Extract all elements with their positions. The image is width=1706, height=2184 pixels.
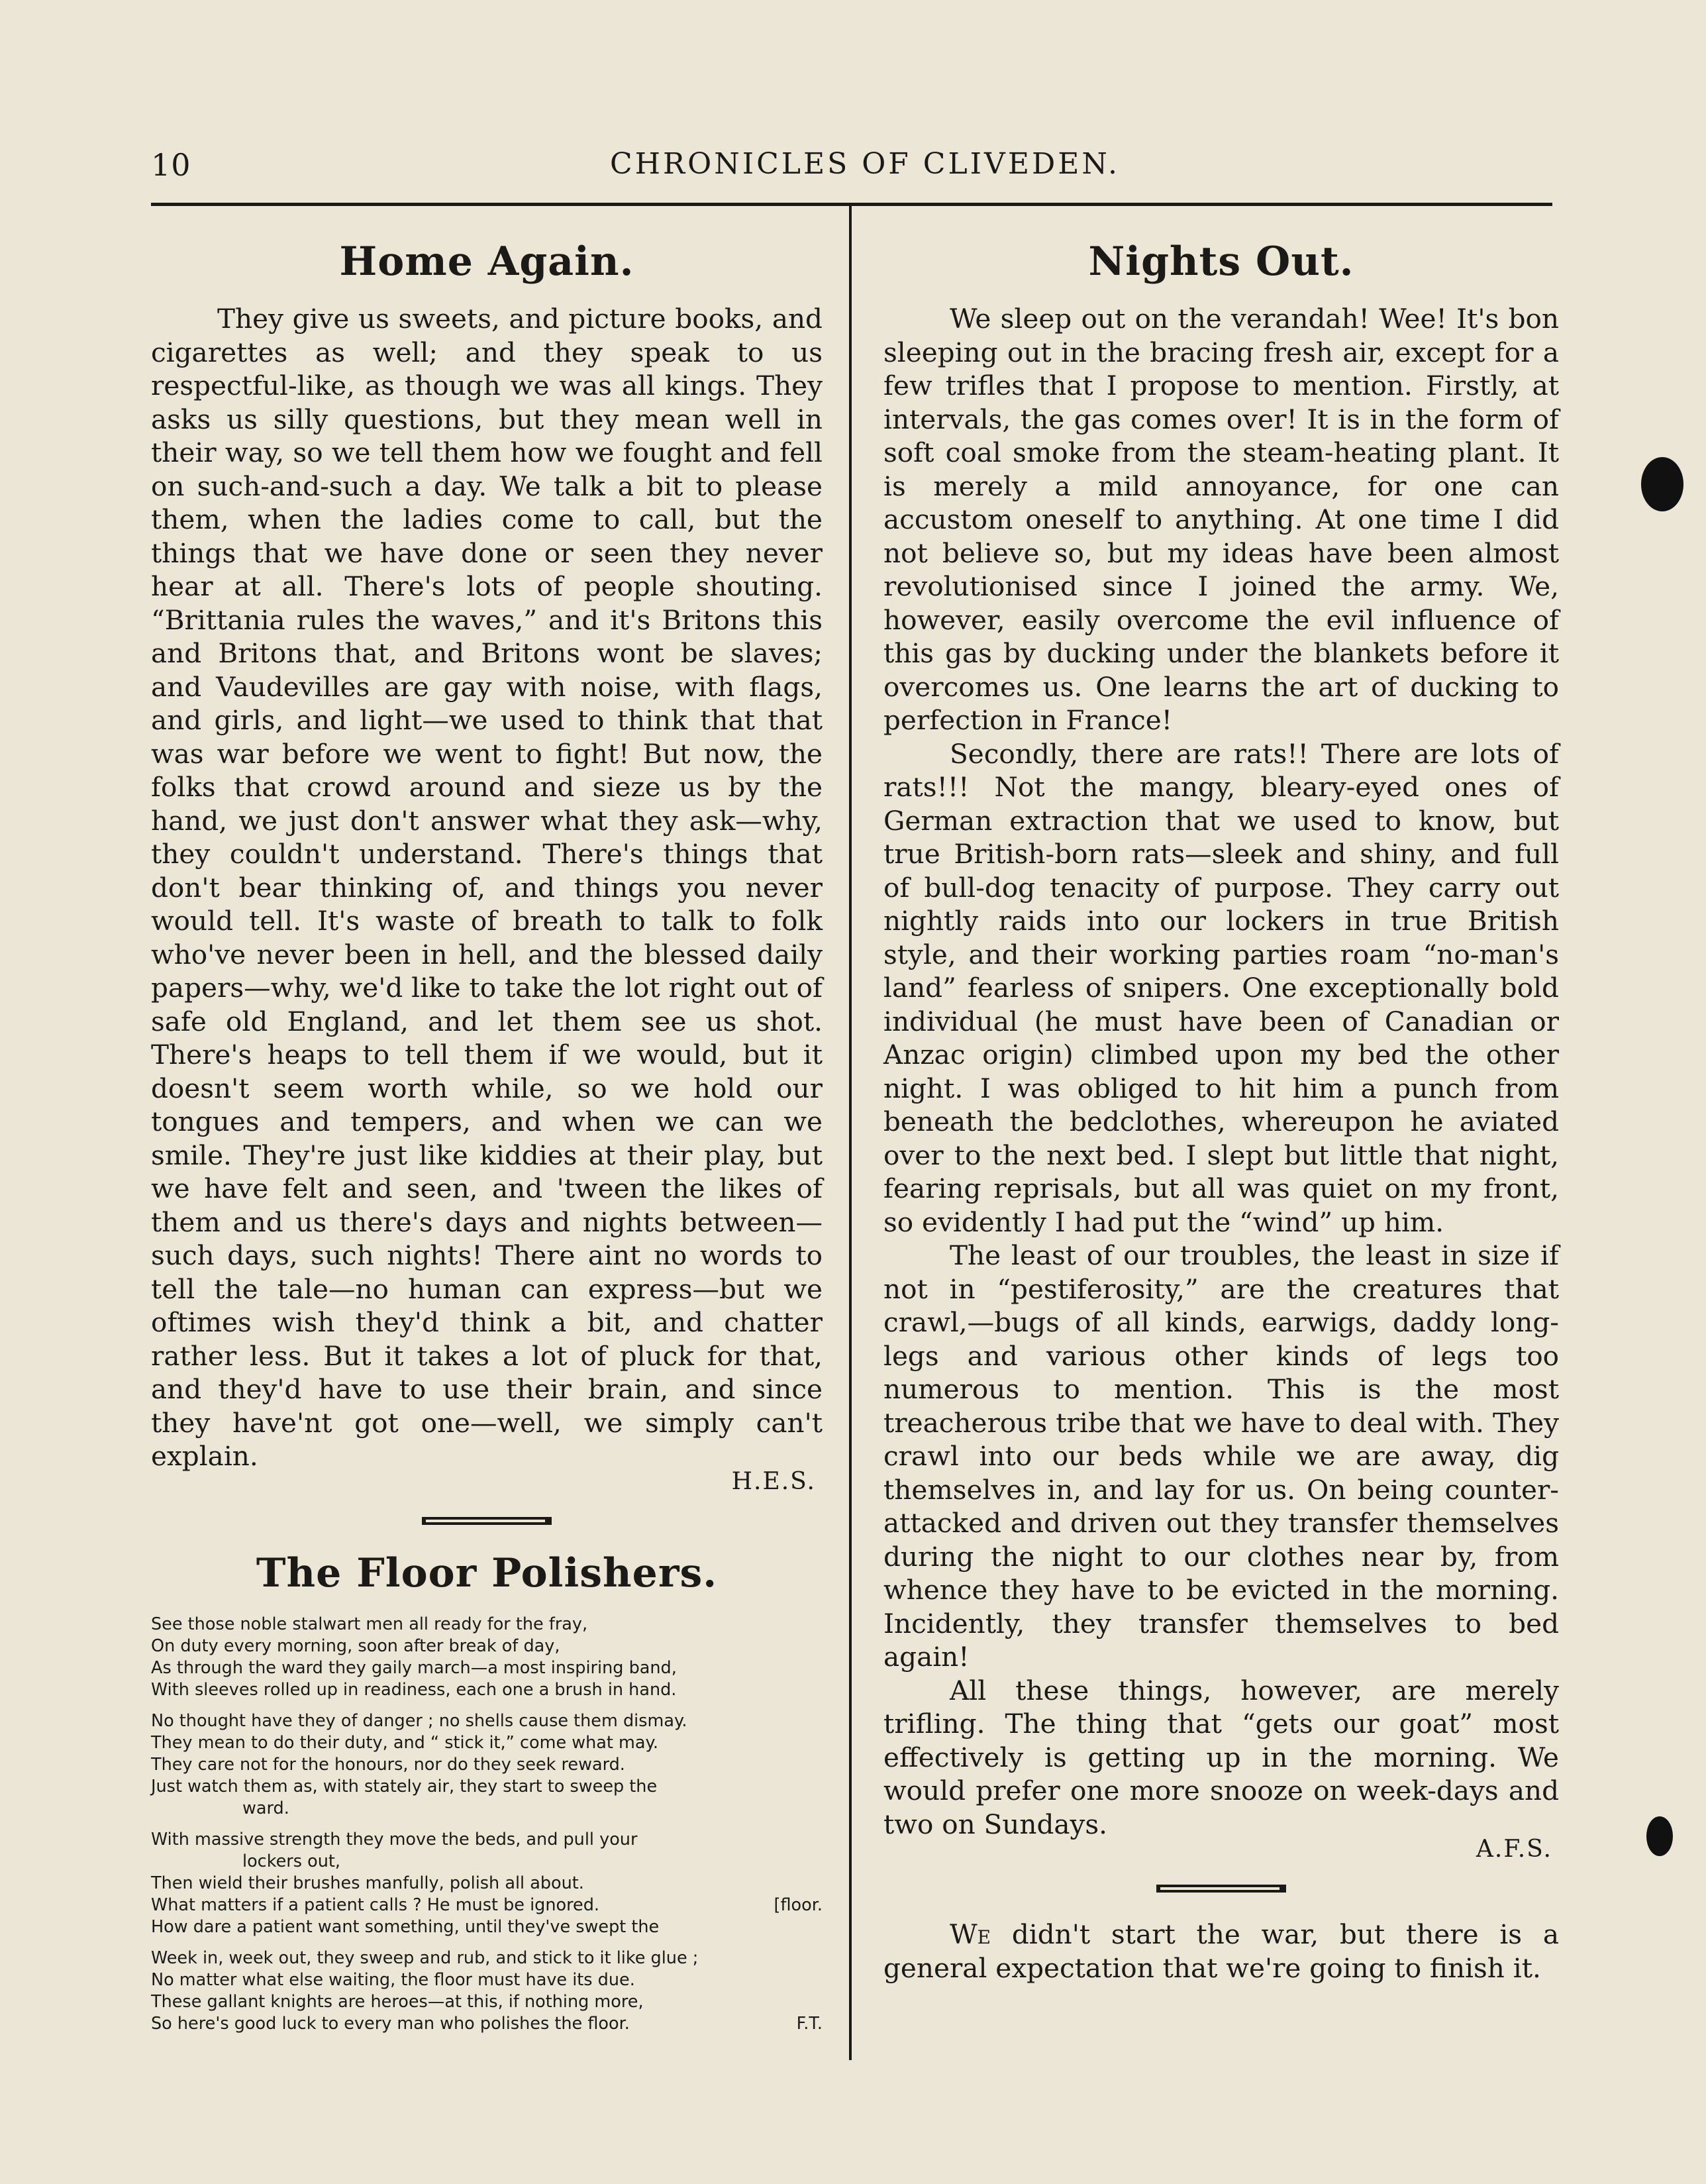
poem-line: No thought have they of danger ; no shells cause them dismay. (151, 1710, 687, 1731)
article-title-home-again: Home Again. (339, 238, 634, 285)
article-paragraph: We sleep out on the verandah! Wee! It's bon sleeping out in the bracing fresh air, except for a few trifles that I propose to mention. Firstly, at intervals, the gas comes over! It is in the form of soft coal smoke from the steam-heating plant. It is merely a mild annoyance, for one can accustom oneself to anything. At one time I did not believe so, but my ideas have been almost revolutionised since I joined the army. We, however, easily overcome the evil influence of this gas by ducking under the blankets before it overcomes us. One learns the art of ducking to perfection in France! (883, 303, 1559, 736)
article-signature: A.F.S. (1476, 1836, 1552, 1863)
poem-line-text: So here's good luck to every man who polishes the floor. (151, 2013, 630, 2034)
poem-stanza (151, 1948, 823, 2035)
divider-ornament (422, 1517, 552, 1525)
article-paragraph: They give us sweets, and picture books, and cigarettes as well; and they speak to us respectful-like, as though we was all kings. They asks us silly questions, but they mean well in their way, so we tell them how we fought and fell on such-and-such a day. We talk a bit to please them, when the ladies come to call, but the things that we have done or seen they never hear at all. There's lots of people shouting. “Brittania rules the waves,” and it's Britons this and Britons that, and Britons wont be slaves; and Vaudevilles are gay with noise, with flags, and girls, and light—we used to think that that was war before we went to fight! But now, the folks that crowd around and sieze us by the hand, we just don't answer what they ask—why, they couldn't understand. There's things that don't bear thinking of, and things you never would tell. It's waste of breath to talk to folk who've never been in hell, and the blessed daily papers—why, we'd like to take the lot right out of safe old England, and let them see us shot. There's heaps to tell them if we would, but it doesn't seem worth while, so we hold our tongues and tempers, and when we can we smile. They're just like kiddies at their play, but we have felt and seen, and 'tween the likes of them and us there's days and nights between—such days, such nights! There aint no words to tell the tale—no human can express—but we oftimes wish they'd think a bit, and chatter rather less. But it takes a lot of pluck for that, and they'd have to use their brain, and since they have'nt got one—well, we simply can't explain. (151, 303, 823, 1472)
right-column (883, 238, 1559, 1985)
poem-stanza (151, 1710, 823, 1820)
section-divider (151, 1515, 823, 1528)
poem-line: They care not for the honours, nor do they seek reward. (151, 1754, 625, 1775)
article-paragraph: Secondly, there are rats!! There are lots of rats!!! Not the mangy, bleary-eyed ones of German extraction that we used to know, but true British-born rats—sleek and shiny, and full of bull-dog tenacity of purpose. They carry out nightly raids into our lockers in true British style, and their working parties roam “no-man's land” fearless of snipers. One exceptionally bold individual (he must have been of Canadian or Anzac origin) climbed upon my bed the other night. I was obliged to hit him a punch from beneath the bedclothes, whereupon he aviated over to the next bed. I slept but little that night, fearing reprisals, but all was quiet on my front, so evidently I had put the “wind” up him. (883, 737, 1559, 1238)
poem-line: With massive strength they move the beds, and pull your (151, 1829, 638, 1849)
poem-line: With sleeves rolled up in readiness, each one a brush in hand. (151, 1679, 677, 1700)
section-divider (883, 1883, 1559, 1895)
article-paragraph: The least of our troubles, the least in size if not in “pestiferosity,” are the creatures that crawl,—bugs of all kinds, earwigs, daddy long-legs and various other kinds of legs too numerous to mention. This is the most treacherous tribe that we have to deal with. They crawl into our beds while we are away, dig themselves in, and lay for us. On being counter-attacked and driven out they transfer themselves during the night to our clothes near by, from whence they have to be evicted in the morning. Incidently, they transfer themselves to bed again! (883, 1239, 1559, 1673)
poem-line: No matter what else waiting, the floor must have its due. (151, 1969, 635, 1990)
poem-line: They mean to do their duty, and “ stick it,” come what may. (151, 1732, 659, 1753)
closing-note-text: didn't start the war, but there is a general expectation that we're going to finish it. (883, 1918, 1559, 1984)
poem-line: These gallant knights are heroes—at this, if nothing more, (151, 1991, 644, 2012)
poem-line (151, 2013, 823, 2035)
poem-line: See those noble stalwart men all ready for the fray, (151, 1614, 588, 1634)
closing-note-lead: We (950, 1918, 991, 1950)
column-divider-rule (849, 205, 852, 2060)
poem-line: Just watch them as, with stately air, they start to sweep the (151, 1776, 658, 1796)
closing-note (883, 1918, 1559, 1985)
header-rule (151, 203, 1552, 206)
poem-line (151, 1895, 823, 1916)
article-paragraph: All these things, however, are merely trifling. The thing that “gets our goat” most effectively is getting up in the morning. We would prefer one more snooze on week-days and two on Sundays. (883, 1674, 1559, 1840)
article-title-floor-polishers: The Floor Polishers. (256, 1549, 718, 1596)
poem-line-text: What matters if a patient calls ? He must be ignored. (151, 1895, 600, 1915)
article-signature: H.E.S. (731, 1467, 816, 1495)
poem-line-carryover: [floor. (774, 1895, 823, 1915)
running-head (151, 147, 1552, 193)
punch-hole (1646, 1816, 1673, 1856)
poem-line: Then wield their brushes manfully, polish all about. (151, 1873, 584, 1893)
left-column (151, 238, 823, 2044)
poem-stanza (151, 1829, 823, 1938)
poem-line: How dare a patient want something, until they've swept the (151, 1916, 660, 1937)
page-number: 10 (151, 147, 191, 183)
poem-stanza (151, 1614, 823, 1701)
divider-ornament (1156, 1885, 1286, 1893)
poem-line: On duty every morning, soon after break of day, (151, 1636, 560, 1656)
poem (151, 1614, 823, 2035)
poem-line: Week in, week out, they sweep and rub, and stick to it like glue ; (151, 1948, 699, 1968)
poem-line: lockers out, (242, 1851, 340, 1871)
article-title-nights-out: Nights Out. (1088, 238, 1354, 285)
poem-line: As through the ward they gaily march—a most inspiring band, (151, 1657, 677, 1678)
poem-line: ward. (242, 1798, 289, 1818)
publication-title: CHRONICLES OF CLIVEDEN. (609, 147, 1121, 181)
punch-hole (1641, 457, 1683, 511)
poem-signature: F.T. (796, 2013, 823, 2034)
